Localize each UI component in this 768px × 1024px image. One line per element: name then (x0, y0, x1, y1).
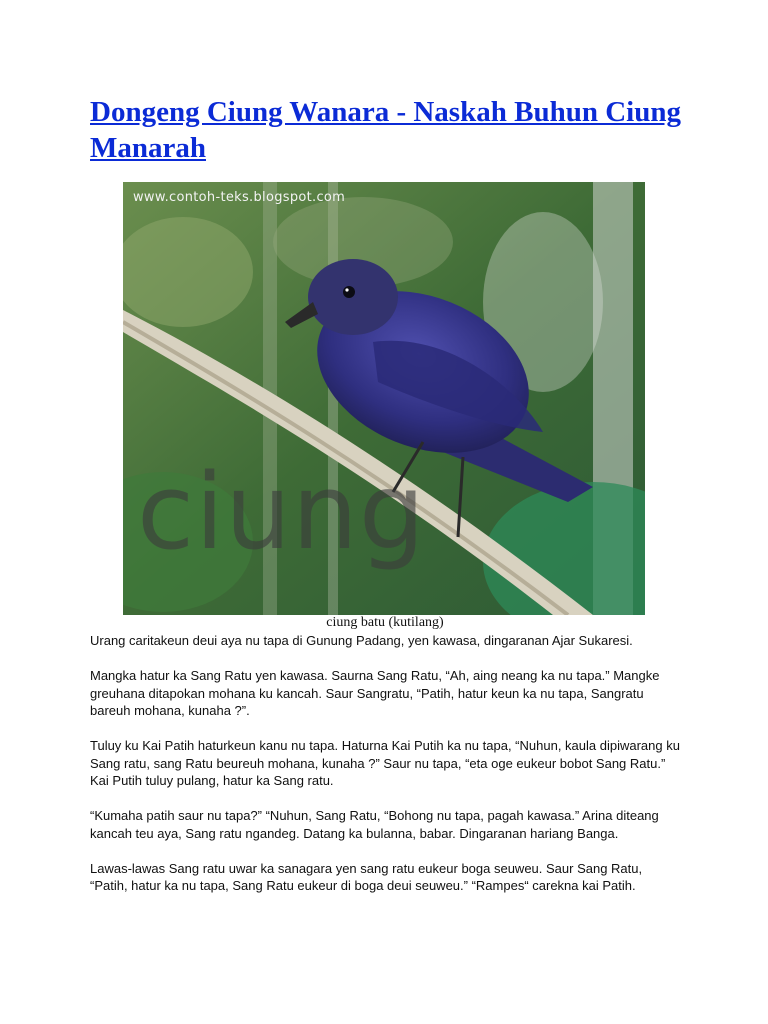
story-text (90, 632, 680, 912)
image-caption: ciung batu (kutilang) (326, 615, 444, 630)
image-overlay-word: ciung (137, 451, 426, 573)
document-title[interactable]: Dongeng Ciung Wanara - Naskah Buhun Ciung Manarah (90, 96, 681, 164)
paragraph: Urang caritakeun deui aya nu tapa di Gunung Padang, yen kawasa, dingaranan Ajar Sukaresi. (90, 633, 633, 648)
bird-photo (123, 182, 645, 615)
image-watermark: www.contoh-teks.blogspot.com (133, 190, 346, 205)
paragraph: Tuluy ku Kai Patih haturkeun kanu nu tapa. Haturna Kai Putih ka nu tapa, “Nuhun, kaula dipiwarang ku Sang ratu, sang Ratu beureuh mohana, kunaha ?” Saur nu tapa, “eta oge eukeur bobot Sang Ratu.” Kai Putih tuluy pulang, hatur ka Sang ratu. (90, 738, 680, 788)
paragraph: Mangka hatur ka Sang Ratu yen kawasa. Saurna Sang Ratu, “Ah, aing neang ka nu tapa.” Mangke greuhana ditapokan mohana ku kancah. Saur Sangratu, “Patih, hatur keun ka nu tapa, Sangratu bareuh mohana, kunaha ?”. (90, 668, 660, 718)
paragraph: “Kumaha patih saur nu tapa?” “Nuhun, Sang Ratu, “Bohong nu tapa, pagah kawasa.” Arina diteang kancah teu aya, Sang ratu ngandeg. Datang ka bulanna, babar. Dingaranan hariang Banga. (90, 808, 659, 841)
paragraph: Lawas-lawas Sang ratu uwar ka sanagara yen sang ratu eukeur boga seuweu. Saur Sang Ratu, “Patih, hatur ka nu tapa, Sang Ratu eukeur di boga deui seuweu.” “Rampes“ carekna kai Patih. (90, 860, 643, 893)
